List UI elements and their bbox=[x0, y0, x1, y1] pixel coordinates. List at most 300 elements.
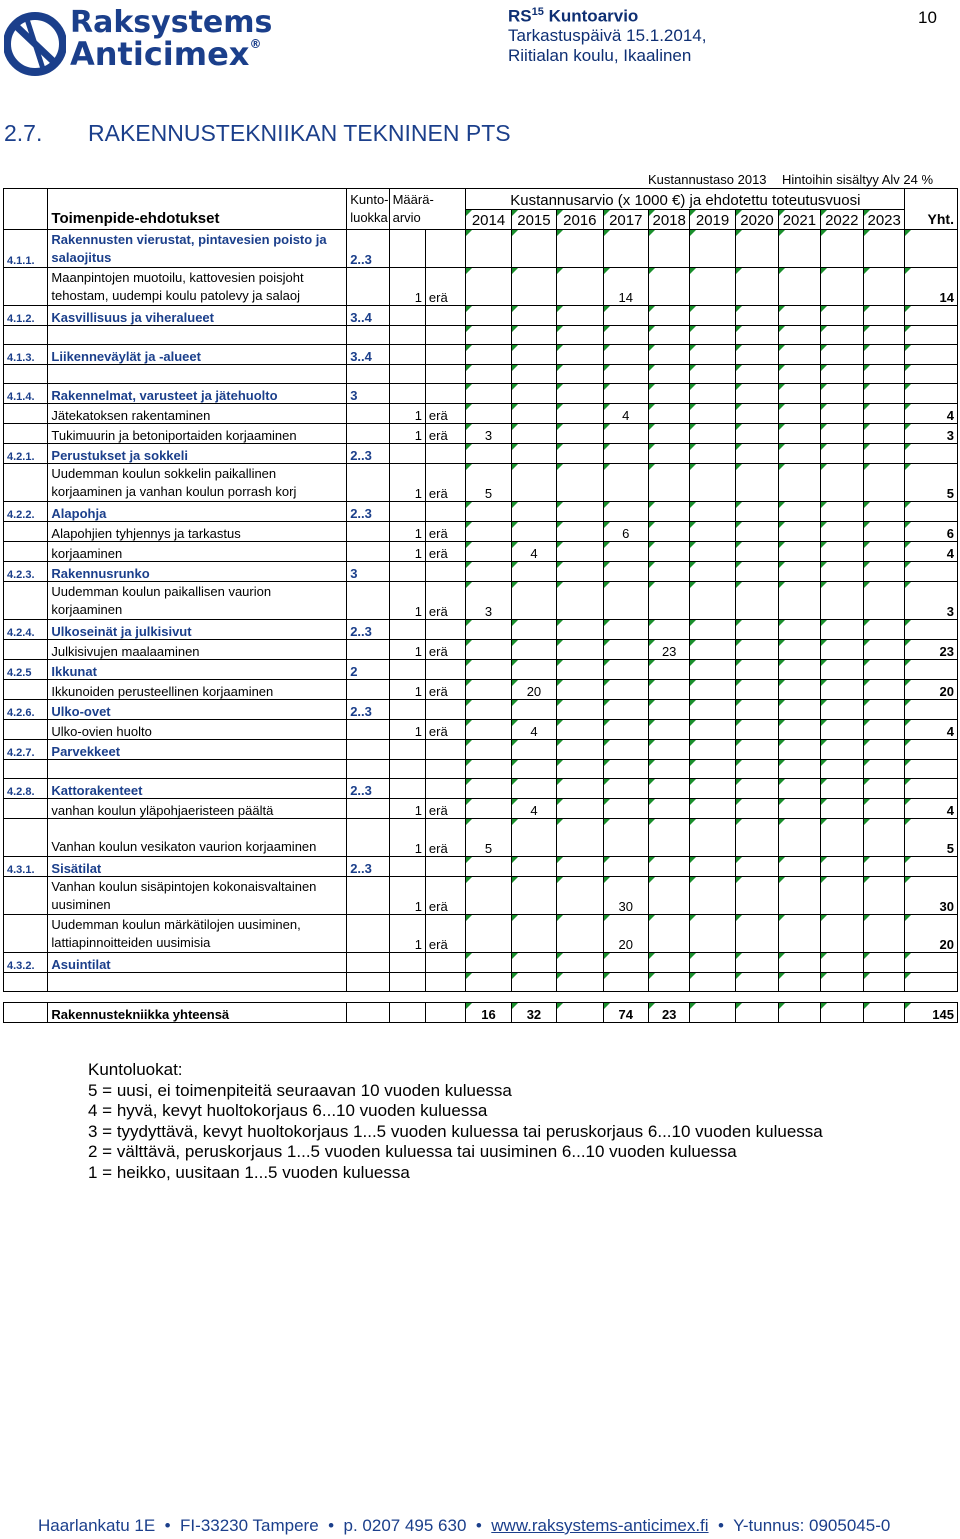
table-cell bbox=[905, 502, 958, 522]
year-cost bbox=[863, 720, 904, 740]
table-cell bbox=[425, 306, 465, 326]
table-cell bbox=[735, 973, 778, 992]
col-total-header: Yht. bbox=[905, 189, 958, 230]
year-cost bbox=[466, 680, 511, 700]
table-cell bbox=[779, 306, 820, 326]
logo-emblem-icon bbox=[4, 6, 66, 82]
table-cell bbox=[347, 915, 389, 953]
table-cell bbox=[557, 779, 603, 799]
year-total: 32 bbox=[511, 1003, 556, 1023]
table-cell bbox=[466, 620, 511, 640]
table-cell bbox=[820, 992, 863, 1003]
table-cell bbox=[466, 230, 511, 268]
condition-class: 2..3 bbox=[347, 230, 389, 268]
table-cell bbox=[4, 992, 48, 1003]
year-header: 2023 bbox=[863, 210, 904, 230]
category-row bbox=[4, 620, 958, 640]
year-cost bbox=[648, 799, 689, 819]
table-cell bbox=[648, 620, 689, 640]
table-cell bbox=[905, 326, 958, 345]
year-cost bbox=[648, 915, 689, 953]
year-cost bbox=[557, 819, 603, 857]
year-cost bbox=[820, 915, 863, 953]
category-code: 4.1.3. bbox=[4, 345, 48, 365]
footer-website-link[interactable]: www.raksystems-anticimex.fi bbox=[491, 1516, 709, 1535]
year-total: 16 bbox=[466, 1003, 511, 1023]
year-cost bbox=[820, 799, 863, 819]
table-cell bbox=[557, 700, 603, 720]
unit: erä bbox=[425, 464, 465, 502]
table-cell bbox=[820, 502, 863, 522]
category-name: Rakennusrunko bbox=[48, 562, 347, 582]
condition-class: 3 bbox=[347, 562, 389, 582]
table-cell bbox=[389, 365, 425, 384]
year-cost bbox=[603, 424, 648, 444]
table-cell bbox=[389, 230, 425, 268]
table-cell bbox=[820, 326, 863, 345]
year-cost bbox=[735, 799, 778, 819]
table-cell bbox=[389, 502, 425, 522]
year-cost bbox=[820, 819, 863, 857]
table-cell bbox=[466, 660, 511, 680]
year-cost: 5 bbox=[466, 819, 511, 857]
year-cost: 20 bbox=[603, 915, 648, 953]
table-cell bbox=[4, 1003, 48, 1023]
table-cell bbox=[511, 620, 556, 640]
table-cell bbox=[425, 660, 465, 680]
table-cell bbox=[603, 992, 648, 1003]
table-cell bbox=[648, 306, 689, 326]
year-cost bbox=[648, 720, 689, 740]
table-cell bbox=[690, 365, 735, 384]
year-cost bbox=[466, 640, 511, 660]
category-row bbox=[4, 660, 958, 680]
table-cell bbox=[557, 740, 603, 760]
table-cell bbox=[557, 562, 603, 582]
year-cost bbox=[735, 819, 778, 857]
table-cell bbox=[690, 444, 735, 464]
spacer-row bbox=[4, 760, 958, 779]
year-cost: 6 bbox=[603, 522, 648, 542]
table-cell bbox=[603, 306, 648, 326]
table-cell bbox=[905, 230, 958, 268]
table-cell bbox=[603, 660, 648, 680]
item-row bbox=[4, 720, 958, 740]
table-cell bbox=[905, 620, 958, 640]
cost-level-note: Kustannustaso 2013 bbox=[648, 172, 767, 187]
table-cell bbox=[690, 700, 735, 720]
table-cell bbox=[779, 953, 820, 973]
table-cell bbox=[820, 620, 863, 640]
table-cell bbox=[511, 365, 556, 384]
table-cell bbox=[511, 857, 556, 877]
action-text: Jätekatoksen rakentaminen bbox=[48, 404, 347, 424]
year-cost bbox=[863, 640, 904, 660]
action-text: korjaaminen bbox=[48, 542, 347, 562]
table-cell bbox=[779, 973, 820, 992]
year-cost bbox=[863, 542, 904, 562]
row-total: 4 bbox=[905, 799, 958, 819]
table-cell bbox=[389, 953, 425, 973]
table-cell bbox=[425, 345, 465, 365]
year-cost bbox=[779, 582, 820, 620]
table-cell bbox=[690, 992, 735, 1003]
table-cell bbox=[648, 502, 689, 522]
year-cost bbox=[557, 424, 603, 444]
table-cell bbox=[389, 326, 425, 345]
table-cell bbox=[389, 660, 425, 680]
table-cell bbox=[466, 562, 511, 582]
category-code: 4.2.7. bbox=[4, 740, 48, 760]
table-cell bbox=[603, 740, 648, 760]
year-cost bbox=[690, 582, 735, 620]
table-cell bbox=[735, 444, 778, 464]
table-cell bbox=[603, 444, 648, 464]
pts-table bbox=[3, 188, 958, 1023]
table-cell bbox=[779, 620, 820, 640]
table-cell bbox=[603, 345, 648, 365]
quantity: 1 bbox=[389, 424, 425, 444]
table-cell bbox=[557, 502, 603, 522]
table-cell bbox=[389, 992, 425, 1003]
year-cost bbox=[466, 915, 511, 953]
year-cost bbox=[648, 424, 689, 444]
year-cost: 4 bbox=[603, 404, 648, 424]
table-cell bbox=[389, 973, 425, 992]
year-cost bbox=[690, 915, 735, 953]
row-total: 4 bbox=[905, 542, 958, 562]
year-cost bbox=[557, 268, 603, 306]
unit: erä bbox=[425, 915, 465, 953]
table-cell bbox=[511, 562, 556, 582]
year-cost bbox=[735, 877, 778, 915]
table-cell bbox=[557, 365, 603, 384]
table-cell bbox=[603, 620, 648, 640]
year-cost bbox=[690, 404, 735, 424]
table-cell bbox=[905, 973, 958, 992]
year-cost bbox=[863, 522, 904, 542]
table-cell bbox=[779, 779, 820, 799]
table-cell bbox=[648, 760, 689, 779]
table-cell bbox=[820, 365, 863, 384]
legend-item: 4 = hyvä, kevyt huoltokorjaus 6...10 vuoden kuluessa bbox=[88, 1101, 488, 1121]
legend-title: Kuntoluokat: bbox=[88, 1060, 183, 1079]
action-text: Vanhan koulun sisäpintojen kokonaisvaltainen uusiminen bbox=[48, 877, 347, 915]
action-text: Maanpintojen muotoilu, kattovesien poisjoht tehostam, uudempi koulu patolevy ja salaoj bbox=[48, 268, 347, 306]
table-cell bbox=[779, 740, 820, 760]
logo-line1: Raksystems bbox=[70, 5, 273, 40]
year-header: 2021 bbox=[779, 210, 820, 230]
year-cost: 4 bbox=[511, 799, 556, 819]
table-cell bbox=[603, 973, 648, 992]
table-cell bbox=[425, 760, 465, 779]
table-cell bbox=[863, 444, 904, 464]
table-cell bbox=[735, 502, 778, 522]
condition-class: 2..3 bbox=[347, 444, 389, 464]
table-cell bbox=[48, 326, 347, 345]
table-cell bbox=[735, 760, 778, 779]
year-header: 2020 bbox=[735, 210, 778, 230]
unit: erä bbox=[425, 522, 465, 542]
year-total bbox=[690, 1003, 735, 1023]
footer-business-id: Y-tunnus: 0905045-0 bbox=[733, 1516, 891, 1535]
table-cell bbox=[389, 760, 425, 779]
year-cost bbox=[779, 915, 820, 953]
table-cell bbox=[648, 345, 689, 365]
unit: erä bbox=[425, 582, 465, 620]
year-cost bbox=[863, 582, 904, 620]
category-name: Ikkunat bbox=[48, 660, 347, 680]
table-cell bbox=[820, 760, 863, 779]
year-cost bbox=[557, 799, 603, 819]
row-total: 6 bbox=[905, 522, 958, 542]
category-row bbox=[4, 230, 958, 268]
table-cell bbox=[735, 779, 778, 799]
table-cell bbox=[48, 973, 347, 992]
item-row bbox=[4, 877, 958, 915]
table-cell bbox=[863, 384, 904, 404]
table-cell bbox=[389, 345, 425, 365]
table-cell bbox=[511, 660, 556, 680]
row-total: 4 bbox=[905, 720, 958, 740]
action-text: Ikkunoiden perusteellinen korjaaminen bbox=[48, 680, 347, 700]
quantity: 1 bbox=[389, 542, 425, 562]
year-cost bbox=[779, 720, 820, 740]
table-cell bbox=[905, 953, 958, 973]
quantity: 1 bbox=[389, 799, 425, 819]
inspection-date: Tarkastuspäivä 15.1.2014, bbox=[508, 26, 707, 46]
item-row bbox=[4, 640, 958, 660]
table-cell bbox=[347, 1003, 389, 1023]
quantity: 1 bbox=[389, 522, 425, 542]
table-cell bbox=[820, 857, 863, 877]
year-cost bbox=[735, 404, 778, 424]
table-cell bbox=[603, 953, 648, 973]
year-header: 2016 bbox=[557, 210, 603, 230]
action-text: Alapohjien tyhjennys ja tarkastus bbox=[48, 522, 347, 542]
table-cell bbox=[820, 562, 863, 582]
table-cell bbox=[347, 799, 389, 819]
table-cell bbox=[347, 973, 389, 992]
year-cost bbox=[648, 522, 689, 542]
category-name: Perustukset ja sokkeli bbox=[48, 444, 347, 464]
table-cell bbox=[347, 760, 389, 779]
table-cell bbox=[4, 680, 48, 700]
table-cell bbox=[466, 740, 511, 760]
category-name: Asuintilat bbox=[48, 953, 347, 973]
table-cell bbox=[4, 542, 48, 562]
year-cost bbox=[690, 522, 735, 542]
total-row bbox=[4, 1003, 958, 1023]
table-cell bbox=[4, 915, 48, 953]
category-row bbox=[4, 779, 958, 799]
table-cell bbox=[735, 660, 778, 680]
action-text: vanhan koulun yläpohjaeristeen päältä bbox=[48, 799, 347, 819]
row-total: 23 bbox=[905, 640, 958, 660]
table-cell bbox=[4, 720, 48, 740]
quantity: 1 bbox=[389, 877, 425, 915]
table-cell bbox=[863, 365, 904, 384]
table-cell bbox=[389, 306, 425, 326]
year-cost bbox=[863, 404, 904, 424]
table-cell bbox=[425, 740, 465, 760]
category-name: Kattorakenteet bbox=[48, 779, 347, 799]
condition-class bbox=[347, 953, 389, 973]
year-cost bbox=[511, 640, 556, 660]
year-cost bbox=[603, 680, 648, 700]
quantity: 1 bbox=[389, 404, 425, 424]
legend-item: 2 = välttävä, peruskorjaus 1...5 vuoden kuluessa tai uusiminen 6...10 vuoden kuluessa bbox=[88, 1142, 737, 1162]
table-cell bbox=[347, 877, 389, 915]
item-row bbox=[4, 404, 958, 424]
year-cost: 23 bbox=[648, 640, 689, 660]
table-cell bbox=[779, 345, 820, 365]
year-cost bbox=[690, 464, 735, 502]
year-cost bbox=[648, 877, 689, 915]
quantity: 1 bbox=[389, 915, 425, 953]
table-cell bbox=[863, 345, 904, 365]
year-cost bbox=[863, 915, 904, 953]
table-cell bbox=[347, 992, 389, 1003]
table-cell bbox=[690, 345, 735, 365]
year-cost bbox=[820, 522, 863, 542]
category-name: Ulko-ovet bbox=[48, 700, 347, 720]
year-total: 74 bbox=[603, 1003, 648, 1023]
table-cell bbox=[4, 365, 48, 384]
legend-item: 3 = tyydyttävä, kevyt huoltokorjaus 1...5 vuoden kuluessa tai peruskorjaus 6...10 vuoden kuluessa bbox=[88, 1121, 823, 1141]
condition-class: 3..4 bbox=[347, 306, 389, 326]
table-cell bbox=[511, 740, 556, 760]
quantity: 1 bbox=[389, 819, 425, 857]
table-cell bbox=[779, 444, 820, 464]
year-cost bbox=[863, 464, 904, 502]
year-cost bbox=[735, 720, 778, 740]
table-cell bbox=[557, 992, 603, 1003]
year-cost bbox=[466, 404, 511, 424]
table-cell bbox=[905, 700, 958, 720]
year-cost: 5 bbox=[466, 464, 511, 502]
col-estimate-header: Kustannusarvio (x 1000 €) ja ehdotettu toteutusvuosi bbox=[466, 189, 905, 210]
table-cell bbox=[735, 953, 778, 973]
table-cell bbox=[347, 326, 389, 345]
table-cell bbox=[557, 345, 603, 365]
table-cell bbox=[511, 230, 556, 268]
year-cost: 3 bbox=[466, 424, 511, 444]
year-cost bbox=[557, 582, 603, 620]
table-cell bbox=[603, 760, 648, 779]
table-cell bbox=[905, 365, 958, 384]
year-cost bbox=[648, 819, 689, 857]
year-cost bbox=[690, 640, 735, 660]
table-cell bbox=[511, 384, 556, 404]
year-cost bbox=[779, 640, 820, 660]
table-cell bbox=[389, 740, 425, 760]
table-cell bbox=[603, 326, 648, 345]
item-row bbox=[4, 680, 958, 700]
table-cell bbox=[557, 230, 603, 268]
table-cell bbox=[603, 502, 648, 522]
category-name: Sisätilat bbox=[48, 857, 347, 877]
table-cell bbox=[820, 345, 863, 365]
table-cell bbox=[511, 992, 556, 1003]
table-cell bbox=[820, 660, 863, 680]
table-cell bbox=[735, 700, 778, 720]
table-cell bbox=[690, 384, 735, 404]
table-cell bbox=[347, 522, 389, 542]
table-cell bbox=[389, 562, 425, 582]
year-total bbox=[779, 1003, 820, 1023]
year-cost bbox=[603, 582, 648, 620]
condition-class: 3..4 bbox=[347, 345, 389, 365]
col-quantity-header: Määrä- arvio bbox=[389, 189, 466, 230]
quantity: 1 bbox=[389, 268, 425, 306]
category-name: Ulkoseinät ja julkisivut bbox=[48, 620, 347, 640]
category-row bbox=[4, 562, 958, 582]
category-row bbox=[4, 857, 958, 877]
table-cell bbox=[425, 326, 465, 345]
year-cost bbox=[557, 404, 603, 424]
unit: erä bbox=[425, 819, 465, 857]
table-cell bbox=[511, 760, 556, 779]
category-code: 4.2.1. bbox=[4, 444, 48, 464]
table-cell bbox=[389, 620, 425, 640]
table-cell bbox=[511, 779, 556, 799]
table-cell bbox=[905, 740, 958, 760]
table-cell bbox=[425, 1003, 465, 1023]
table-cell bbox=[690, 306, 735, 326]
table-cell bbox=[735, 992, 778, 1003]
table-cell bbox=[557, 760, 603, 779]
table-cell bbox=[905, 345, 958, 365]
year-cost bbox=[557, 522, 603, 542]
row-total: 20 bbox=[905, 680, 958, 700]
table-cell bbox=[4, 404, 48, 424]
table-cell bbox=[863, 326, 904, 345]
table-cell bbox=[905, 306, 958, 326]
table-cell bbox=[779, 760, 820, 779]
table-cell bbox=[905, 779, 958, 799]
table-cell bbox=[425, 230, 465, 268]
table-cell bbox=[4, 326, 48, 345]
condition-class: 2..3 bbox=[347, 779, 389, 799]
year-cost bbox=[557, 720, 603, 740]
year-total bbox=[863, 1003, 904, 1023]
row-total: 3 bbox=[905, 424, 958, 444]
year-cost bbox=[779, 877, 820, 915]
category-row bbox=[4, 700, 958, 720]
table-cell bbox=[466, 502, 511, 522]
year-cost bbox=[779, 680, 820, 700]
table-cell bbox=[863, 502, 904, 522]
table-cell bbox=[466, 306, 511, 326]
year-cost bbox=[648, 268, 689, 306]
table-cell bbox=[511, 973, 556, 992]
table-cell bbox=[603, 365, 648, 384]
category-row bbox=[4, 502, 958, 522]
table-cell bbox=[820, 230, 863, 268]
year-cost bbox=[690, 877, 735, 915]
year-cost bbox=[863, 424, 904, 444]
year-cost bbox=[735, 522, 778, 542]
table-cell bbox=[389, 779, 425, 799]
col-action-header: Toimenpide-ehdotukset bbox=[48, 189, 347, 230]
action-text: Uudemman koulun paikallisen vaurion korjaaminen bbox=[48, 582, 347, 620]
year-total bbox=[820, 1003, 863, 1023]
spacer-row bbox=[4, 365, 958, 384]
action-text: Tukimuurin ja betoniportaiden korjaaminen bbox=[48, 424, 347, 444]
category-name: Rakennelmat, varusteet ja jätehuolto bbox=[48, 384, 347, 404]
table-cell bbox=[603, 779, 648, 799]
